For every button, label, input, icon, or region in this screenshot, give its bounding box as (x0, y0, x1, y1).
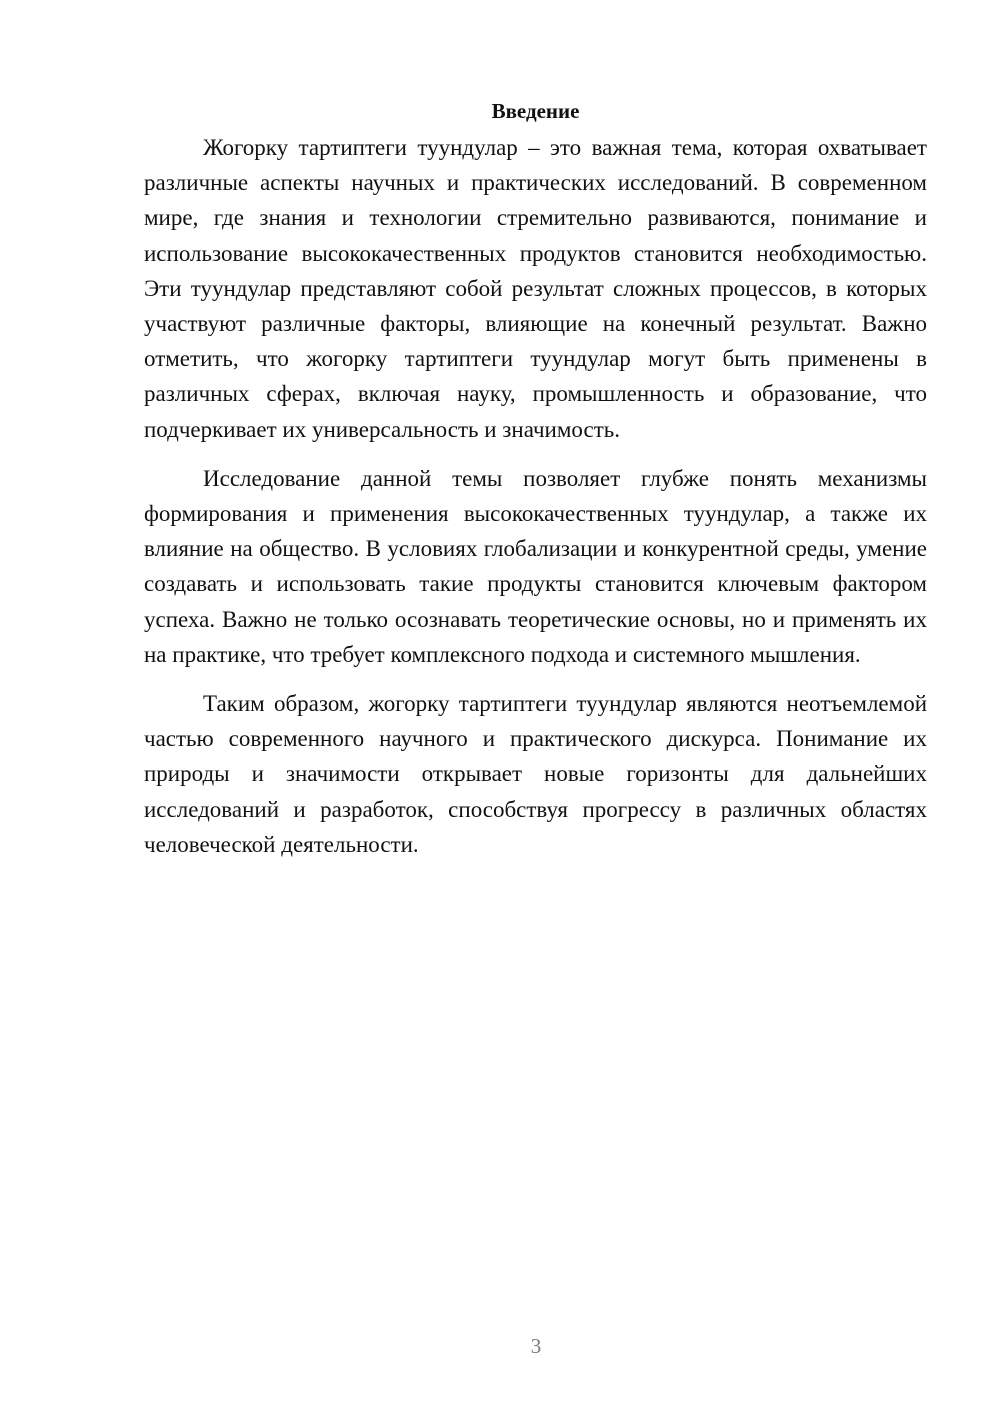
page-number: 3 (530, 1334, 542, 1358)
paragraph-2: Исследование данной темы позволяет глубже понять механизмы формирования и применения высококачественных туундулар, а также их влияние на общество. В условиях глобализации и конкурентной среды, умение создавать и использовать такие продукты становится ключевым фактором успеха. Важно не только осознавать теоретические основы, но и применять их на практике, что требует комплексного подхода и системного мышления. (144, 465, 927, 667)
section-heading: Введение (491, 99, 580, 123)
paragraph-1: Жогорку тартиптеги туундулар – это важная тема, которая охватывает различные аспекты научных и практических исследований. В современном мире, где знания и технологии стремительно развиваются, понимание и использование высококачественных продуктов становится необходимостью. Эти туундулар представляют собой результат сложных процессов, в которых участвуют различные факторы, влияющие на конечный результат. Важно отметить, что жогорку тартиптеги туундулар могут быть применены в различных сферах, включая науку, промышленность и образование, что подчеркивает их универсальность и значимость. (144, 135, 927, 442)
paragraph-3: Таким образом, жогорку тартиптеги туундулар являются неотъемлемой частью современного научного и практического дискурса. Понимание их природы и значимости открывает новые горизонты для дальнейших исследований и разработок, способствуя прогрессу в различных областях человеческой деятельности. (144, 691, 927, 857)
page-content (144, 96, 927, 862)
